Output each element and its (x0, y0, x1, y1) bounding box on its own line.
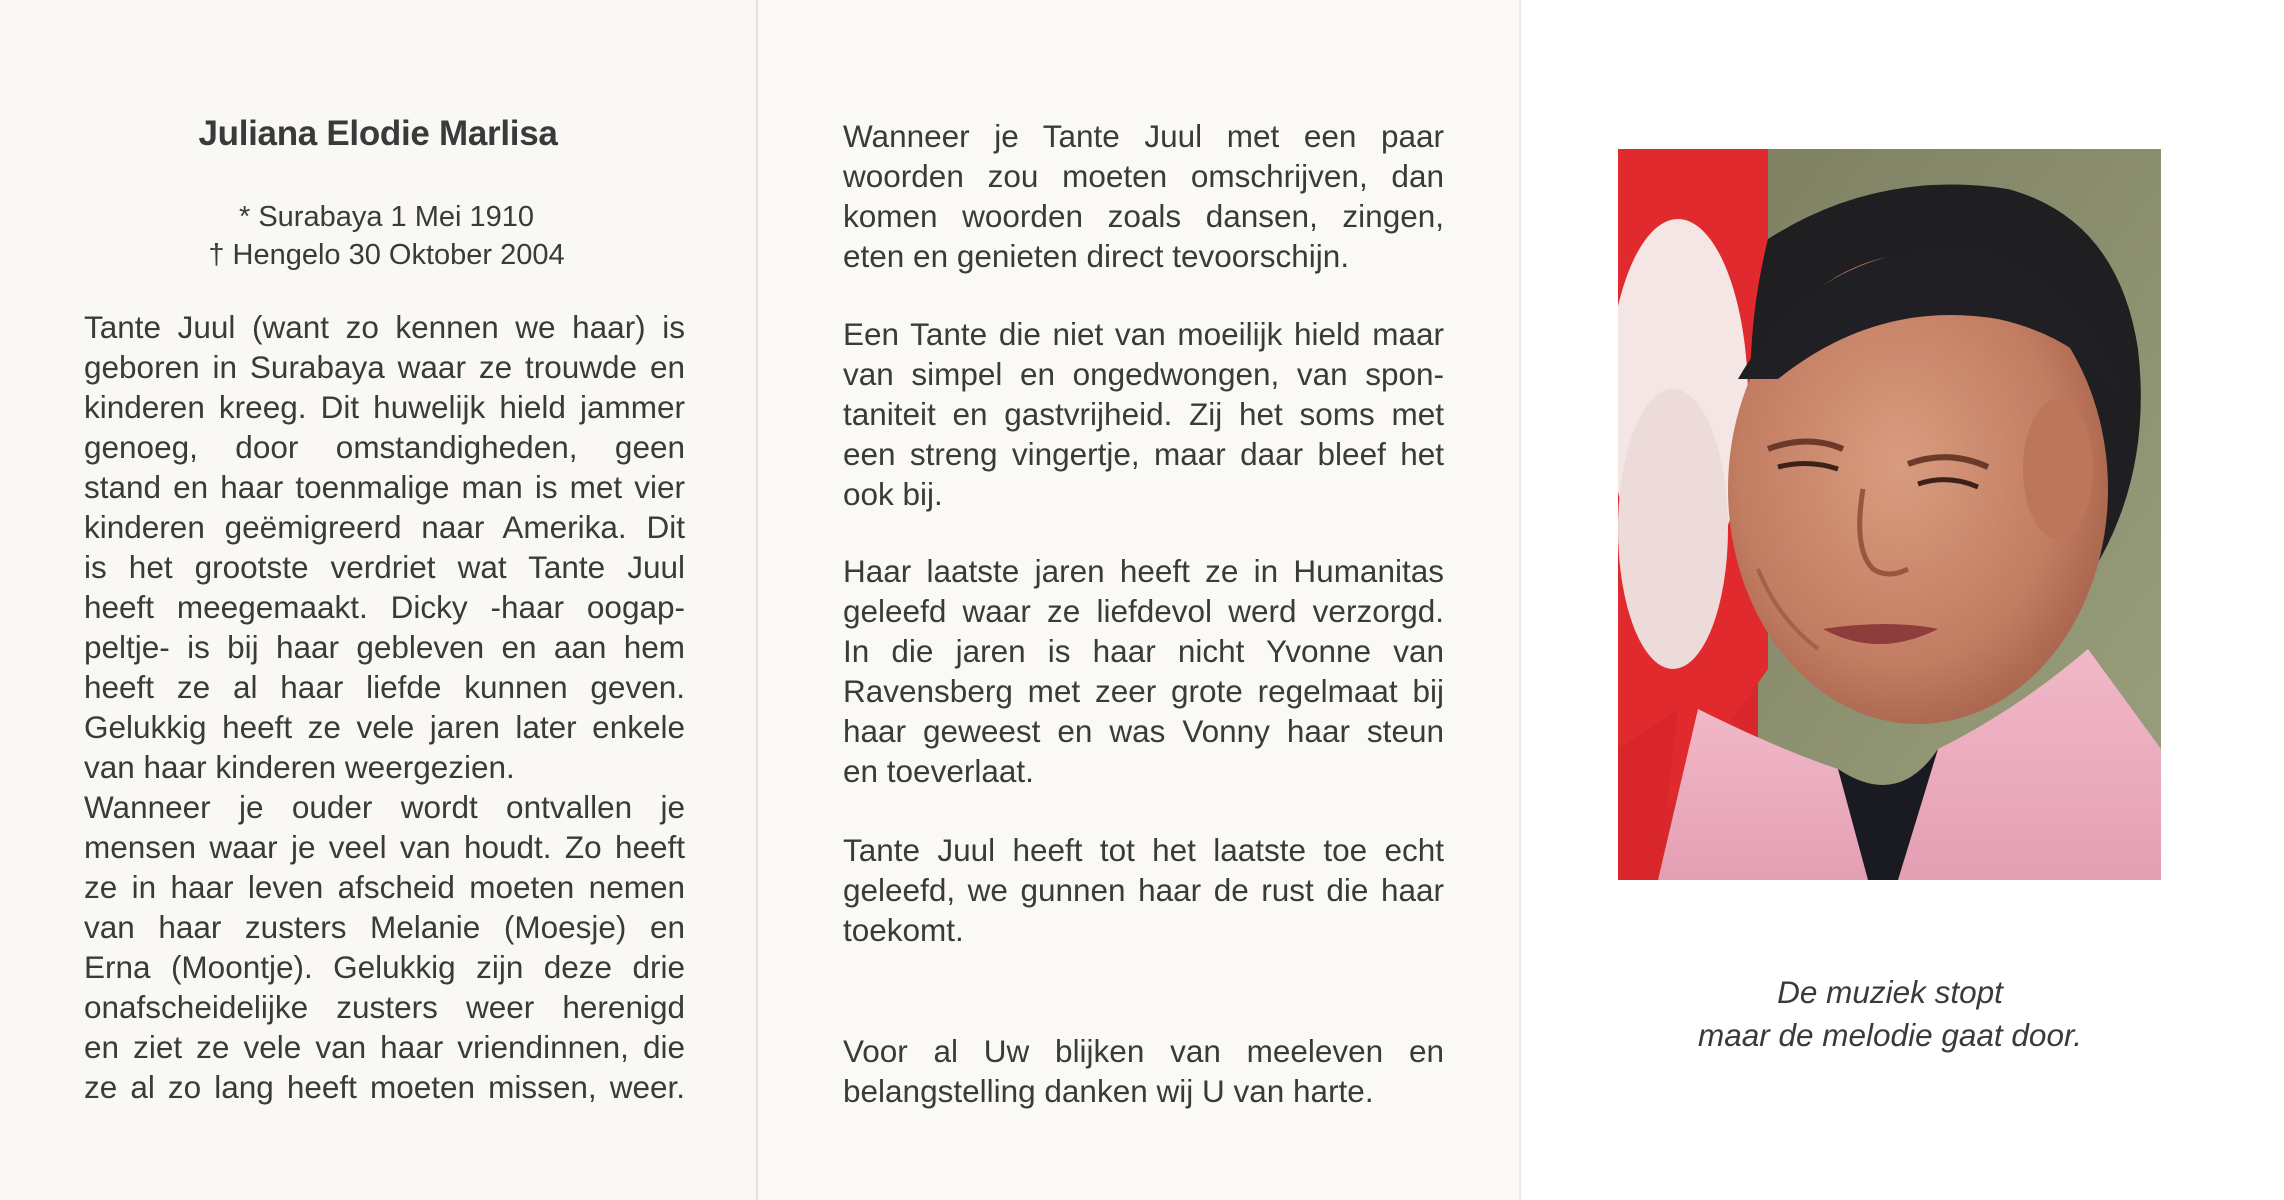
text-line: en toeverlaat. (843, 753, 1034, 789)
text-line: heeft ze al haar liefde kunnen geven. (84, 669, 685, 705)
life-dates (0, 198, 773, 274)
paragraph-thanks (843, 1031, 1444, 1111)
text-line: Gelukkig heeft ze vele jaren later enkele (84, 709, 685, 745)
text-line: Wanneer je ouder wordt ontvallen je (84, 789, 685, 825)
fold-line (1519, 0, 1521, 1200)
fold-line (756, 0, 758, 1200)
text-line: stand en haar toenmalige man is met vier (84, 469, 685, 505)
quote-line: maar de melodie gaat door. (1697, 1017, 2083, 1053)
paragraph-last-years (843, 551, 1444, 791)
text-line: van haar kinderen weergezien. (84, 749, 515, 785)
text-line: Tante Juul (want zo kennen we haar) is (84, 309, 685, 345)
text-line: belangstelling danken wij U van harte. (843, 1073, 1374, 1109)
text-line: komen woorden zoals dansen, zingen, (843, 198, 1444, 234)
text-line: geleefd waar ze liefdevol werd verzorgd. (843, 593, 1444, 629)
text-line: ook bij. (843, 476, 943, 512)
biography-text (84, 307, 685, 1107)
text-line: haar geweest en was Vonny haar steun (843, 713, 1444, 749)
text-line: taniteit en gastvrijheid. Zij het soms met (843, 396, 1444, 432)
text-line: en ziet ze vele van haar vriendinnen, die (84, 1029, 685, 1065)
text-line: is het grootste verdriet wat Tante Juul (84, 549, 685, 585)
text-line: Tante Juul heeft tot het laatste toe echt (843, 832, 1444, 868)
text-line: woorden zou moeten omschrijven, dan (843, 158, 1444, 194)
text-line: Haar laatste jaren heeft ze in Humanitas (843, 553, 1444, 589)
portrait-illustration (1618, 149, 2161, 880)
text-line: Wanneer je Tante Juul met een paar (843, 118, 1444, 154)
text-line: genoeg, door omstandigheden, geen (84, 429, 685, 465)
text-line: kinderen kreeg. Dit huwelijk hield jammer (84, 389, 685, 425)
text-line: een streng vingertje, maar daar bleef het (843, 436, 1444, 472)
paragraph-rest (843, 830, 1444, 950)
text-line: Voor al Uw blijken van meeleven en (843, 1033, 1444, 1069)
text-line: kinderen geëmigreerd naar Amerika. Dit (84, 509, 685, 545)
deceased-name: Juliana Elodie Marlisa (198, 114, 558, 153)
paragraph-description (843, 116, 1444, 276)
text-line: Een Tante die niet van moeilijk hield maar (843, 316, 1444, 352)
text-line: Ravensberg met zeer grote regelmaat bij (843, 673, 1444, 709)
death-date: † Hengelo 30 Oktober 2004 (208, 239, 565, 271)
text-line: ze al zo lang heeft moeten missen, weer. (84, 1069, 685, 1105)
birth-date: * Surabaya 1 Mei 1910 (238, 201, 535, 233)
text-line: In die jaren is haar nicht Yvonne van (843, 633, 1444, 669)
text-line: geboren in Surabaya waar ze trouwde en (84, 349, 685, 385)
memorial-quote (1540, 971, 2240, 1057)
text-line: heeft meegemaakt. Dicky -haar oogap- (84, 589, 685, 625)
quote-line: De muziek stopt (1777, 974, 2003, 1010)
text-line: eten en genieten direct tevoorschijn. (843, 238, 1350, 274)
text-line: toekomt. (843, 912, 964, 948)
text-line: van simpel en ongedwongen, van spon- (843, 356, 1444, 392)
text-line: ze in haar leven afscheid moeten nemen (84, 869, 685, 905)
text-line: peltje- is bij haar gebleven en aan hem (84, 629, 685, 665)
text-line: Erna (Moontje). Gelukkig zijn deze drie (84, 949, 685, 985)
text-line: van haar zusters Melanie (Moesje) en (84, 909, 685, 945)
text-line: geleefd, we gunnen haar de rust die haar (843, 872, 1444, 908)
text-line: mensen waar je veel van houdt. Zo heeft (84, 829, 685, 865)
portrait-photo (1618, 149, 2161, 880)
text-line: onafscheidelijke zusters weer herenigd (84, 989, 685, 1025)
paragraph-character (843, 314, 1444, 514)
